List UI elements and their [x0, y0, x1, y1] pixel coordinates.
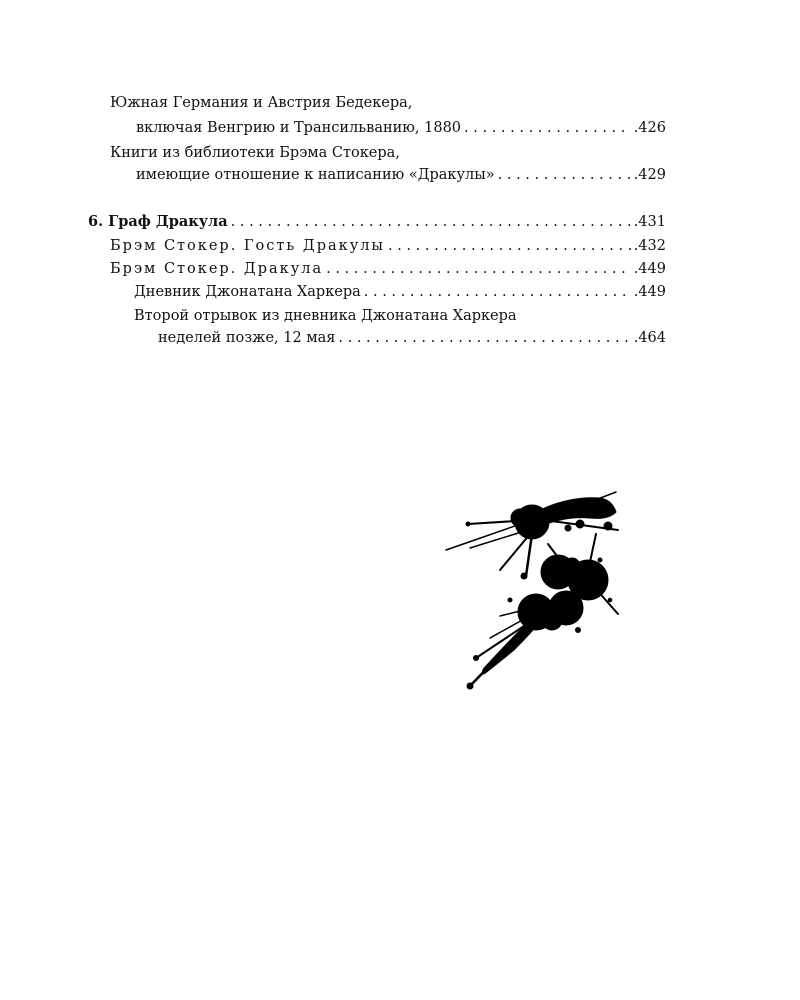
- toc-entry-second-line1: Второй отрывок из дневника Джонатана Харкера: [134, 308, 517, 324]
- toc-entry-bedeker-line1: Южная Германия и Австрия Бедекера,: [110, 95, 413, 111]
- toc-entry-second-line2: неделей позже, 12 мая: [158, 330, 336, 346]
- page-number: .432: [633, 238, 666, 254]
- toc-entry-bedeker-line2: включая Венгрию и Трансильванию, 1880: [136, 120, 462, 136]
- chapter-title: 6. Граф Дракула: [88, 213, 228, 230]
- page-number: .429: [633, 167, 666, 183]
- page-number: .464: [633, 330, 666, 346]
- dot-leader: [364, 282, 631, 302]
- dot-leader: [388, 236, 631, 256]
- entry-title: Дневник Джонатана Харкера: [134, 284, 361, 300]
- page-number: .426: [633, 120, 666, 136]
- dot-leader: [326, 259, 631, 279]
- page-number: .449: [633, 284, 666, 300]
- toc-entry-library: [136, 165, 666, 185]
- dot-leader: [464, 118, 631, 138]
- toc-entry-bedeker: [136, 118, 666, 138]
- toc-entry-dracula: [110, 259, 666, 279]
- toc-entry-second: [158, 328, 666, 348]
- toc-entry-diary: [134, 282, 666, 302]
- dot-leader: [498, 165, 631, 185]
- table-of-contents: [0, 0, 800, 360]
- ink-splatter-icon: [440, 490, 625, 690]
- entry-title: Брэм Стокер. Гость Дракулы: [110, 238, 385, 254]
- page-number: .449: [633, 261, 666, 277]
- toc-entry-library-line2: имеющие отношение к написанию «Дракулы»: [136, 167, 495, 183]
- dot-leader: [338, 328, 630, 348]
- toc-entry-guest: [110, 236, 666, 256]
- dot-leader: [231, 212, 631, 232]
- toc-chapter-6: [88, 212, 666, 232]
- toc-entry-library-line1: Книги из библиотеки Брэма Стокера,: [110, 145, 400, 161]
- page-number: .431: [633, 214, 666, 230]
- entry-title: Брэм Стокер. Дракула: [110, 261, 324, 277]
